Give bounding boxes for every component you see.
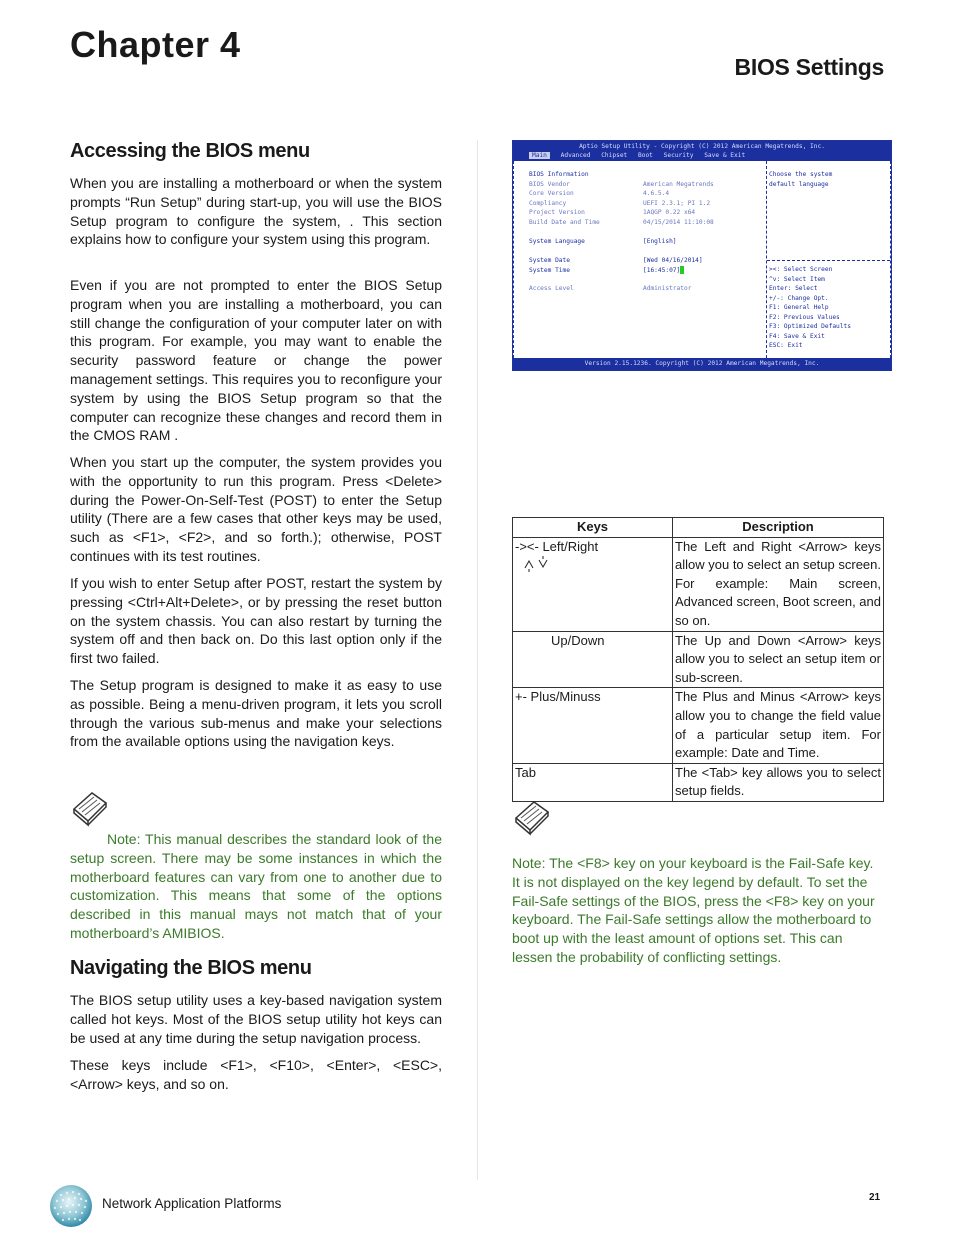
text-cursor [680, 266, 684, 274]
bios-screenshot [512, 140, 892, 371]
bios-row: Project Version 1AQGP 0.22 x64 [529, 209, 696, 216]
bios-key-legend: F3: Optimized Defaults [769, 323, 851, 330]
company-logo-icon [47, 1183, 95, 1229]
bios-header [513, 141, 891, 161]
column-header-description: Description [673, 518, 884, 538]
heading-navigating-bios: Navigating the BIOS menu [70, 957, 312, 979]
bios-row-time[interactable]: System Time [16:45:07] [529, 266, 684, 274]
bios-tab-main[interactable]: Main [529, 152, 550, 159]
section-title: BIOS Settings [734, 54, 884, 80]
key-cell: -><- Left/Right [513, 537, 673, 631]
paragraph-2: Even if you are not prompted to enter the BIOS Setup program when you are installing a motherboard, you can still change the configuration of your computer later on with this program. For example, you may want to enable the security password feature or change the power management settings. This requires you to reconfigure your system by using the BIOS Setup program so that the computer can recognize these changes and record them in the CMOS RAM . [70, 277, 442, 444]
column-header-keys: Keys [513, 518, 673, 538]
bios-key-legend: Enter: Select [769, 285, 818, 292]
navigation-keys-table [512, 517, 884, 802]
key-cell: Tab [513, 763, 673, 801]
bios-key-legend: ESC: Exit [769, 342, 803, 349]
table-row [513, 631, 884, 688]
bios-row-language[interactable]: System Language [English] [529, 237, 677, 245]
paragraph-4: If you wish to enter Setup after POST, restart the system by pressing <Ctrl+Alt+Delete>, or by pressing the reset button on the system chassis. You can also restart by turning the system off and then back on. Do this last option only if the first two failed. [70, 575, 442, 667]
note-book-icon [512, 796, 552, 836]
table-row [513, 688, 884, 763]
bios-key-legend: F4: Save & Exit [769, 332, 825, 340]
bios-key-legend: ^v: Select Item [769, 275, 825, 283]
bios-row: Compliancy UEFI 2.3.1; PI 1.2 [529, 199, 711, 207]
bios-key-legend: ><: Select Screen [769, 266, 833, 273]
bios-tab-security[interactable]: Security [663, 152, 694, 159]
page-number: 21 [869, 1192, 881, 1203]
bios-key-legend: +/-: Change Opt. [769, 294, 829, 302]
paragraph-7: These keys include <F1>, <F10>, <Enter>, <ESC>, <Arrow> keys, and so on. [70, 1057, 442, 1092]
note-manual-look: Note: This manual describes the standard look of the setup screen. There may be some instances in which the motherboard features can vary from one to another due to customization. This means that some of the options described in this manual mays not match that of your motherboard’s AMIBIOS. [70, 831, 442, 941]
paragraph-1: When you are installing a motherboard or when the system prompts “Run Setup” during start-up, you will use the BIOS Setup program to configure the system, . This section explains how to configure your system using this program. [70, 175, 442, 248]
table-row [513, 763, 884, 801]
bios-key-legend: F1: General Help [769, 304, 829, 311]
heading-accessing-bios: Accessing the BIOS menu [70, 140, 310, 162]
description-cell: The <Tab> key allows you to select setup fields. [673, 763, 884, 801]
bios-tab-advanced[interactable]: Advanced [560, 152, 591, 159]
paragraph-5: The Setup program is designed to make it as easy to use as possible. Being a menu-driven program, it lets you scroll through the various sub-menus and make your selections from the available options using the navigation keys. [70, 677, 442, 750]
bios-row: Access Level Administrator [529, 285, 692, 292]
bios-row-date[interactable]: System Date [Wed 04/16/2014] [529, 256, 703, 264]
bios-tab-chipset[interactable]: Chipset [601, 152, 628, 159]
bios-key-legend: F2: Previous Values [769, 313, 840, 321]
bios-menu-bar [529, 152, 752, 159]
paragraph-3: When you start up the computer, the system provides you with the opportunity to run this program. Press <Delete> during the Power-On-Self-Test (POST) to enter the Setup utility (There are a few cases that other keys may be used, such as <F1>, <F2>, and so forth.); otherwise, POST continues with its test routines. [70, 454, 442, 564]
bios-row: BIOS Vendor American Megatrends [529, 180, 714, 188]
description-cell: The Up and Down <Arrow> keys allow you to select an setup item or sub-screen. [673, 631, 884, 688]
bios-row: Core Version 4.6.5.4 [529, 190, 670, 197]
key-cell: Up/Down [513, 631, 673, 688]
column-divider [477, 140, 478, 1180]
table-row [513, 537, 884, 631]
note-book-icon [70, 787, 110, 827]
bios-tab-save-exit[interactable]: Save & Exit [704, 152, 746, 159]
bios-footer: Version 2.15.1236. Copyright (C) 2012 American Megatrends, Inc. [513, 358, 891, 370]
paragraph-6: The BIOS setup utility uses a key-based navigation system called hot keys. Most of the BIOS setup utility hot keys can be used at any time during the setup navigation process. [70, 992, 442, 1046]
key-cell: +- Plus/Minuss [513, 688, 673, 763]
bios-row: Build Date and Time 04/15/2014 11:10:08 [529, 218, 714, 226]
bios-tab-boot[interactable]: Boot [638, 152, 653, 159]
bios-row: BIOS Information [529, 171, 589, 178]
description-cell: The Left and Right <Arrow> keys allow you to select an setup screen. For example: Main screen, Advanced screen, Boot screen, and so on. [673, 537, 884, 631]
bios-help-text: Choose the system [769, 171, 833, 178]
table-header-row [513, 518, 884, 538]
bios-help-text: default language [769, 180, 829, 188]
bios-body [513, 161, 891, 358]
bios-title: Aptio Setup Utility - Copyright (C) 2012 American Megatrends, Inc. [579, 143, 825, 150]
description-cell: The Plus and Minus <Arrow> keys allow you to change the field value of a particular setup item. For example: Date and Time. [673, 688, 884, 763]
footer-product-line: Network Application Platforms [102, 1196, 282, 1211]
chapter-title: Chapter 4 [70, 24, 241, 65]
note-f8-failsafe: Note: The <F8> key on your keyboard is the Fail-Safe key. It is not displayed on the key legend by default. To set the Fail-Safe settings of the BIOS, press the <F8> key on your keyboard. The Fail-Safe settings allow the motherboard to boot up with the least amount of options set. This can lessen the probability of conflicting settings. [512, 855, 875, 965]
up-down-arrows-icon [521, 556, 551, 572]
